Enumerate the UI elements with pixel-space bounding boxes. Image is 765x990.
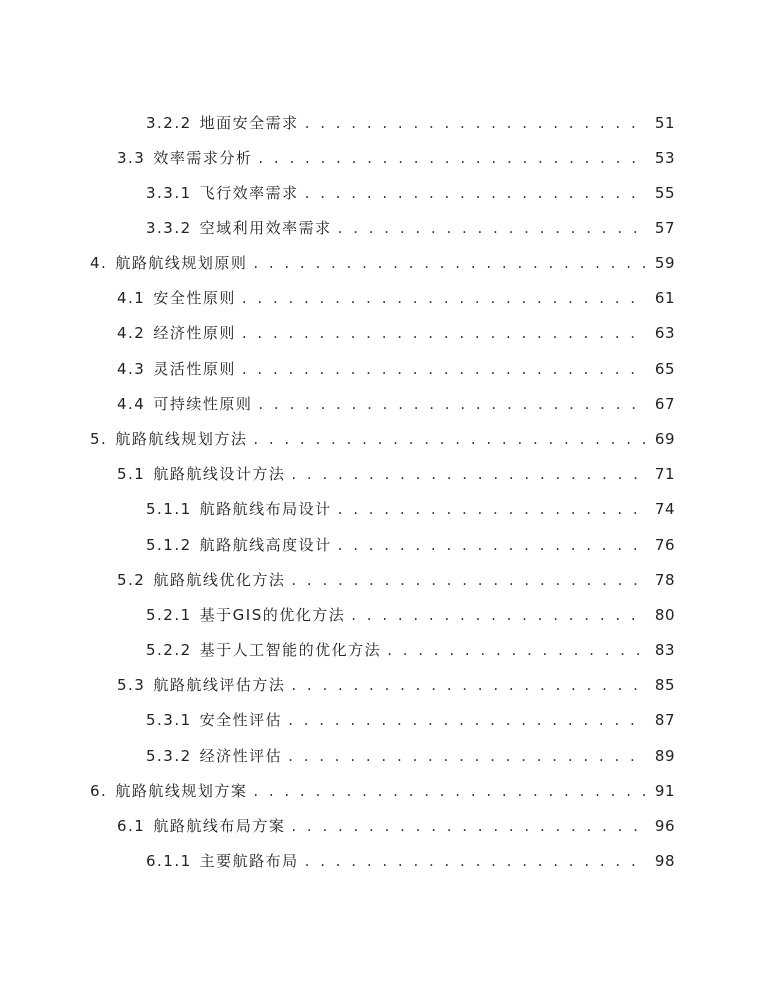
- toc-title: 航路航线规划方法: [115, 430, 248, 448]
- toc-number: 6.: [90, 782, 108, 800]
- toc-number: 5.1: [117, 465, 146, 483]
- toc-number: 5.1.1: [146, 500, 192, 518]
- toc-page-number: 85: [654, 676, 675, 694]
- toc-leader-dots: [258, 395, 639, 413]
- toc-entry-4-4[interactable]: [117, 393, 675, 423]
- toc-title: 安全性评估: [199, 711, 283, 729]
- toc-page-number: 76: [654, 536, 675, 554]
- toc-leader-dots: [242, 289, 639, 307]
- toc-leader-dots: [242, 324, 639, 342]
- toc-page-number: 74: [654, 500, 675, 518]
- toc-leader-dots: [291, 817, 639, 835]
- toc-page-number: 96: [654, 817, 675, 835]
- toc-title: 地面安全需求: [199, 114, 299, 132]
- toc-leader-dots: [387, 641, 639, 659]
- toc-title: 灵活性原则: [153, 360, 236, 378]
- toc-title: 航路航线规划方案: [115, 782, 248, 800]
- toc-entry-5-1-1[interactable]: [146, 498, 675, 528]
- toc-entry-5-3-2[interactable]: [146, 745, 675, 775]
- toc-entry-6-1[interactable]: [117, 815, 675, 845]
- toc-leader-dots: [253, 254, 645, 272]
- toc-leader-dots: [305, 114, 639, 132]
- toc-number: 6.1.1: [146, 852, 192, 870]
- toc-leader-dots: [258, 149, 639, 167]
- toc-number: 3.2.2: [146, 114, 192, 132]
- toc-page-number: 71: [654, 465, 675, 483]
- toc-title: 航路航线布局设计: [199, 500, 332, 518]
- toc-number: 3.3.1: [146, 184, 192, 202]
- toc-number: 6.1: [117, 817, 146, 835]
- toc-number: 3.3.2: [146, 219, 192, 237]
- toc-page-number: 80: [654, 606, 675, 624]
- toc-number: 3.3: [117, 149, 146, 167]
- toc-title: 空域利用效率需求: [199, 219, 332, 237]
- toc-leader-dots: [242, 360, 639, 378]
- toc-entry-5[interactable]: [90, 428, 675, 458]
- toc-number: 4.2: [117, 324, 146, 342]
- toc-entry-3-2-2[interactable]: [146, 112, 675, 142]
- toc-page-number: 89: [654, 747, 675, 765]
- toc-leader-dots: [305, 184, 639, 202]
- toc-title: 可持续性原则: [153, 395, 253, 413]
- toc-page-number: 98: [654, 852, 675, 870]
- toc-page-number: 53: [654, 149, 675, 167]
- toc-page-number: 61: [654, 289, 675, 307]
- toc-entry-5-2[interactable]: [117, 569, 675, 599]
- toc-page-number: 63: [654, 324, 675, 342]
- toc-leader-dots: [291, 676, 639, 694]
- toc-number: 4.3: [117, 360, 146, 378]
- toc-entry-5-2-1[interactable]: [146, 604, 675, 634]
- toc-number: 4.: [90, 254, 108, 272]
- toc-entry-5-2-2[interactable]: [146, 639, 675, 669]
- toc-number: 5.3.1: [146, 711, 192, 729]
- toc-leader-dots: [291, 465, 639, 483]
- toc-page-number: 51: [654, 114, 675, 132]
- toc-entry-4[interactable]: [90, 252, 675, 282]
- toc-page-number: 78: [654, 571, 675, 589]
- toc-entry-4-3[interactable]: [117, 358, 675, 388]
- toc-title: 主要航路布局: [199, 852, 299, 870]
- toc-entry-3-3-1[interactable]: [146, 182, 675, 212]
- toc-title: 经济性原则: [153, 324, 236, 342]
- toc-title: 航路航线设计方法: [153, 465, 286, 483]
- toc-number: 5.2: [117, 571, 146, 589]
- toc-title: 航路航线布局方案: [153, 817, 286, 835]
- toc-leader-dots: [291, 571, 639, 589]
- toc-title: 效率需求分析: [153, 149, 253, 167]
- toc-leader-dots: [338, 536, 639, 554]
- toc-number: 5.2.2: [146, 641, 192, 659]
- toc-page-number: 87: [654, 711, 675, 729]
- toc-entry-6-1-1[interactable]: [146, 850, 675, 880]
- toc-entry-3-3-2[interactable]: [146, 217, 675, 247]
- toc-number: 5.3: [117, 676, 146, 694]
- toc-number: 5.3.2: [146, 747, 192, 765]
- toc-entry-5-3[interactable]: [117, 674, 675, 704]
- toc-page-number: 59: [654, 254, 675, 272]
- toc-title: 飞行效率需求: [199, 184, 299, 202]
- toc-entry-5-1[interactable]: [117, 463, 675, 493]
- toc-entry-5-1-2[interactable]: [146, 534, 675, 564]
- toc-title: 基于GIS的优化方法: [199, 606, 346, 624]
- toc-leader-dots: [305, 852, 639, 870]
- toc-page-number: 69: [654, 430, 675, 448]
- toc-number: 5.1.2: [146, 536, 192, 554]
- toc-entry-3-3[interactable]: [117, 147, 675, 177]
- toc-title: 基于人工智能的优化方法: [199, 641, 382, 659]
- toc-page-number: 67: [654, 395, 675, 413]
- toc-title: 航路航线高度设计: [199, 536, 332, 554]
- toc-page-number: 83: [654, 641, 675, 659]
- toc-title: 航路航线优化方法: [153, 571, 286, 589]
- toc-number: 4.4: [117, 395, 146, 413]
- toc-page-number: 91: [654, 782, 675, 800]
- toc-number: 4.1: [117, 289, 146, 307]
- toc-leader-dots: [338, 219, 639, 237]
- toc-entry-4-1[interactable]: [117, 287, 675, 317]
- toc-page-number: 55: [654, 184, 675, 202]
- toc-entry-6[interactable]: [90, 780, 675, 810]
- toc-leader-dots: [253, 430, 645, 448]
- toc-title: 安全性原则: [153, 289, 236, 307]
- toc-page-number: 57: [654, 219, 675, 237]
- toc-page-number: 65: [654, 360, 675, 378]
- toc-title: 经济性评估: [199, 747, 283, 765]
- toc-number: 5.2.1: [146, 606, 192, 624]
- toc-number: 5.: [90, 430, 108, 448]
- toc-leader-dots: [288, 711, 639, 729]
- toc-title: 航路航线规划原则: [115, 254, 248, 272]
- toc-leader-dots: [338, 500, 639, 518]
- toc-leader-dots: [288, 747, 639, 765]
- toc-entry-4-2[interactable]: [117, 322, 675, 352]
- toc-leader-dots: [351, 606, 639, 624]
- toc-entry-5-3-1[interactable]: [146, 709, 675, 739]
- toc-leader-dots: [253, 782, 645, 800]
- toc-title: 航路航线评估方法: [153, 676, 286, 694]
